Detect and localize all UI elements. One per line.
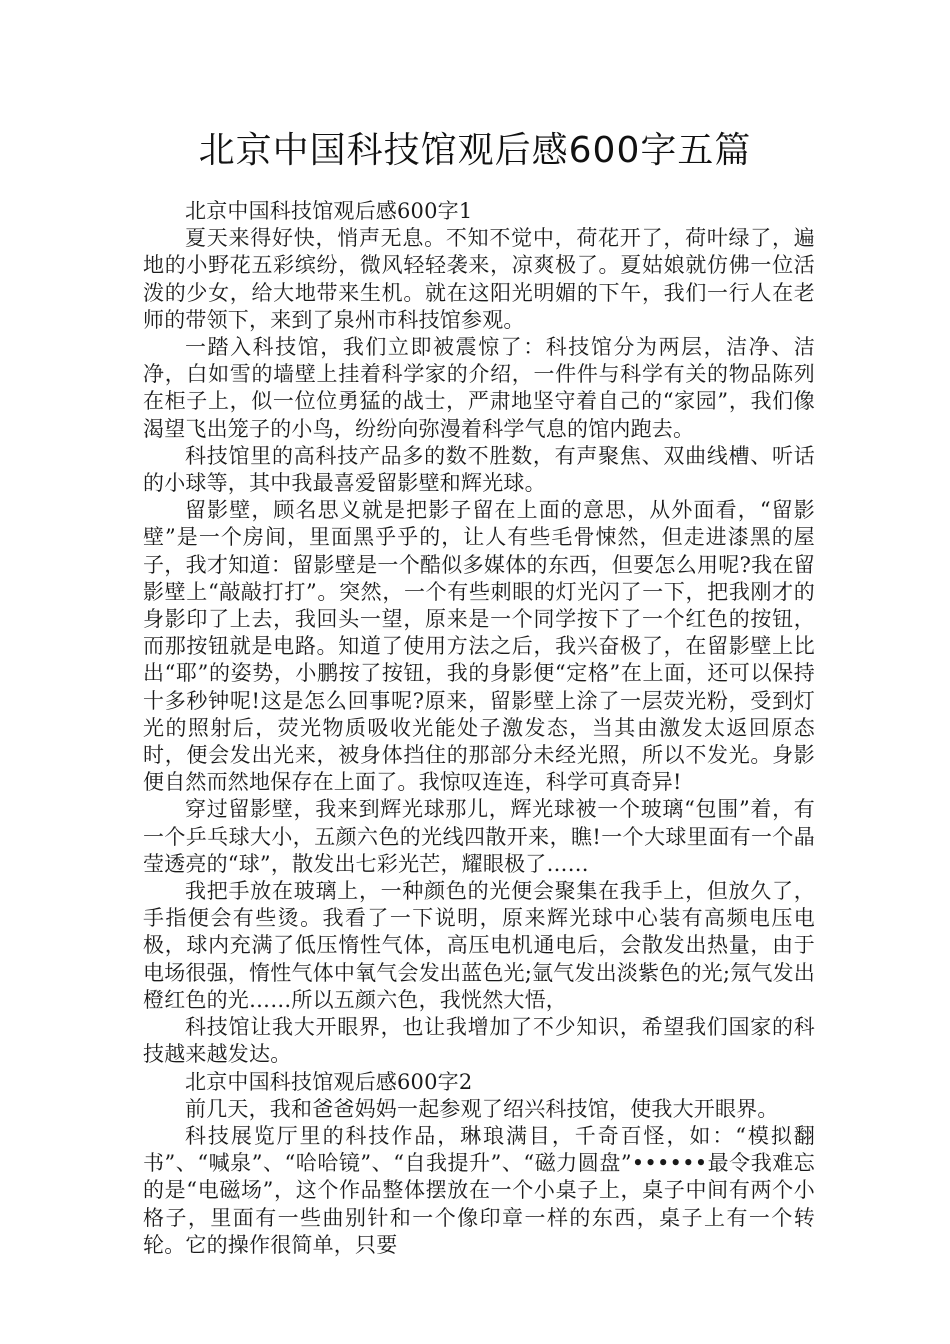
- paragraph: 科技馆里的高科技产品多的数不胜数，有声聚焦、双曲线槽、听话的小球等，其中我最喜爱留影壁和辉光球。: [143, 443, 815, 496]
- paragraph: 一踏入科技馆，我们立即被震惊了：科技馆分为两层，洁净、洁净，白如雪的墙壁上挂着科学家的介绍，一件件与科学有关的物品陈列在柜子上，似一位位勇猛的战士，严肃地坚守着自己的“家园”，我们像渴望飞出笼子的小鸟，纷纷向弥漫着科学气息的馆内跑去。: [143, 335, 815, 441]
- paragraph: 穿过留影壁，我来到辉光球那儿，辉光球被一个玻璃“包围”着，有一个乒乓球大小，五颜六色的光线四散开来，瞧!一个大球里面有一个晶莹透亮的“球”，散发出七彩光芒，耀眼极了……: [143, 797, 815, 876]
- section-heading-1: 北京中国科技馆观后感600字1: [185, 199, 473, 223]
- document-body: [143, 198, 815, 1259]
- paragraph: 留影壁，顾名思义就是把影子留在上面的意思，从外面看，“留影壁”是一个房间，里面黑乎乎的，让人有些毛骨悚然，但走进漆黑的屋子，我才知道：留影壁是一个酷似多媒体的东西，但要怎么用呢?我在留影壁上“敲敲打打”。突然，一个有些刺眼的灯光闪了一下，把我刚才的身影印了上去，我回头一望，原来是一个同学按下了一个红色的按钮，而那按钮就是电路。知道了使用方法之后，我兴奋极了，在留影壁上比出“耶”的姿势，小鹏按了按钮，我的身影便“定格”在上面，还可以保持十多秒钟呢!这是怎么回事呢?原来，留影壁上涂了一层荧光粉，受到灯光的照射后，荧光物质吸收光能处子激发态，当其由激发太返回原态时，便会发出光来，被身体挡住的那部分未经光照，所以不发光。身影便自然而然地保存在上面了。我惊叹连连，科学可真奇异!: [143, 498, 815, 795]
- section-heading-2: 北京中国科技馆观后感600字2: [185, 1069, 473, 1094]
- paragraph: 夏天来得好快，悄声无息。不知不觉中，荷花开了，荷叶绿了，遍地的小野花五彩缤纷，微风轻轻袭来，凉爽极了。夏姑娘就仿佛一位活泼的少女，给大地带来生机。就在这阳光明媚的下午，我们一行人在老师的带领下，来到了泉州市科技馆参观。: [143, 226, 815, 332]
- paragraph: 我把手放在玻璃上，一种颜色的光便会聚集在我手上，但放久了，手指便会有些烫。我看了一下说明，原来辉光球中心装有高频电压电极，球内充满了低压惰性气体，高压电机通电后，会散发出热量，由于电场很强，惰性气体中氧气会发出蓝色光;氩气发出淡紫色的光;氖气发出橙红色的光……所以五颜六色，我恍然大悟，: [143, 879, 815, 1012]
- paragraph: 科技馆让我大开眼界，也让我增加了不少知识，希望我们国家的科技越来越发达。: [143, 1015, 815, 1067]
- paragraph: 科技展览厅里的科技作品，琳琅满目，千奇百怪，如：“模拟翻书”、“喊泉”、“哈哈镜”、“自我提升”、“磁力圆盘”••••••最令我难忘的是“电磁场”，这个作品整体摆放在一个小桌子上，桌子中间有两个小格子，里面有一些曲别针和一个像印章一样的东西，桌子上有一个转轮。它的操作很简单，只要: [143, 1123, 815, 1257]
- paragraph: 前几天，我和爸爸妈妈一起参观了绍兴科技馆，使我大开眼界。: [185, 1096, 779, 1121]
- document-title: 北京中国科技馆观后感600字五篇: [198, 130, 752, 171]
